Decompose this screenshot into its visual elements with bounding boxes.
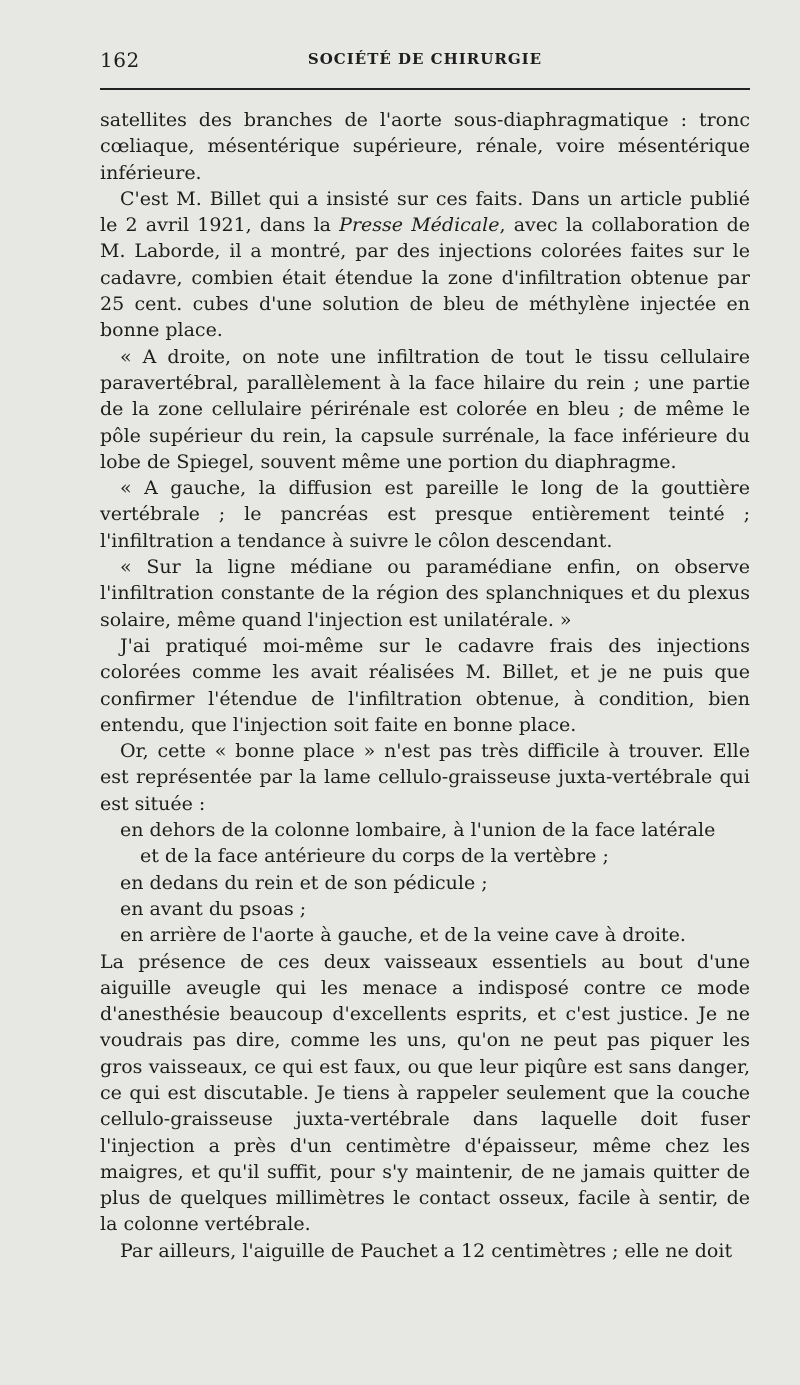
paragraph: Par ailleurs, l'aiguille de Pauchet a 12 centimètres ; elle ne doit [120, 1239, 733, 1262]
page-number: 162 [100, 48, 140, 72]
paragraph: J'ai pratiqué moi-même sur le cadavre frais des injections colorées comme les avait réalisées M. Billet, et je ne puis que confirmer l'étendue de l'infiltration obtenue, à condition, bien entendu, que l'injection soit faite en bonne place. [100, 634, 750, 736]
paragraph: Or, cette « bonne place » n'est pas très difficile à trouver. Elle est représentée par la lame cellulo-graisseuse juxta-vertébrale qui est située : [100, 740, 750, 815]
paragraph: La présence de ces deux vaisseaux essentiels au bout d'une aiguille aveugle qui les menace a indisposé contre ce mode d'anesthésie beaucoup d'excellents esprits, et c'est justice. Je ne voudrais pas dire, comme les uns, qu'on ne peut pas piquer les gros vaisseaux, ce qui est faux, ou que leur piqûre est sans danger, ce qui est discutable. Je tiens à rappeler seulement que la couche cellulo-graisseuse juxta-vertébrale dans laquelle doit fuser l'injection a près d'un centimètre d'épaisseur, même chez les maigres, et qu'il suffit, pour s'y maintenir, de ne jamais quitter de plus de quelques millimètres le contact osseux, facile à sentir, de la colonne vertébrale. [100, 950, 750, 1236]
header-rule [100, 88, 750, 90]
list-item: en dedans du rein et de son pédicule ; [120, 871, 488, 894]
running-title: SOCIÉTÉ DE CHIRURGIE [307, 50, 543, 68]
paragraph: satellites des branches de l'aorte sous-diaphragmatique : tronc cœliaque, mésentérique supérieure, rénale, voire mésentérique inférieure. [100, 109, 750, 184]
quote-paragraph: « A droite, on note une infiltration de tout le tissu cellulaire paravertébral, parallèlement à la face hilaire du rein ; une partie de la zone cellulaire périrénale est colorée en bleu ; de même le pôle supérieur du rein, la capsule surrénale, la face inférieure du lobe de Spiegel, souvent même une portion du diaphragme. [100, 345, 750, 473]
quote-paragraph: « A gauche, la diffusion est pareille le long de la gouttière vertébrale ; le pancréas est presque entièrement teinté ; l'infiltration a tendance à suivre le côlon descendant. [100, 477, 750, 552]
body-text [100, 107, 750, 1264]
journal-title: Presse Médicale [339, 214, 500, 237]
paragraph: C'est M. Billet qui a insisté sur ces faits. Dans un article publié le 2 avril 1921, dans la Presse Médicale, avec la collaboration de M. Laborde, il a montré, par des injections colorées faites sur le cadavre, combien était étendue la zone d'infiltration obtenue par 25 cent. cubes d'une solution de bleu de méthylène injectée en bonne place. [100, 187, 750, 342]
list-item: en arrière de l'aorte à gauche, et de la veine cave à droite. [120, 924, 686, 947]
list-item: en dehors de la colonne lombaire, à l'union de la face latérale et de la face antérieure du corps de la vertèbre ; [120, 819, 716, 868]
list-item: en avant du psoas ; [120, 897, 307, 920]
page-header [100, 44, 750, 76]
quote-paragraph: « Sur la ligne médiane ou paramédiane enfin, on observe l'infiltration constante de la région des splanchniques et du plexus solaire, même quand l'injection est unilatérale. » [100, 556, 750, 631]
